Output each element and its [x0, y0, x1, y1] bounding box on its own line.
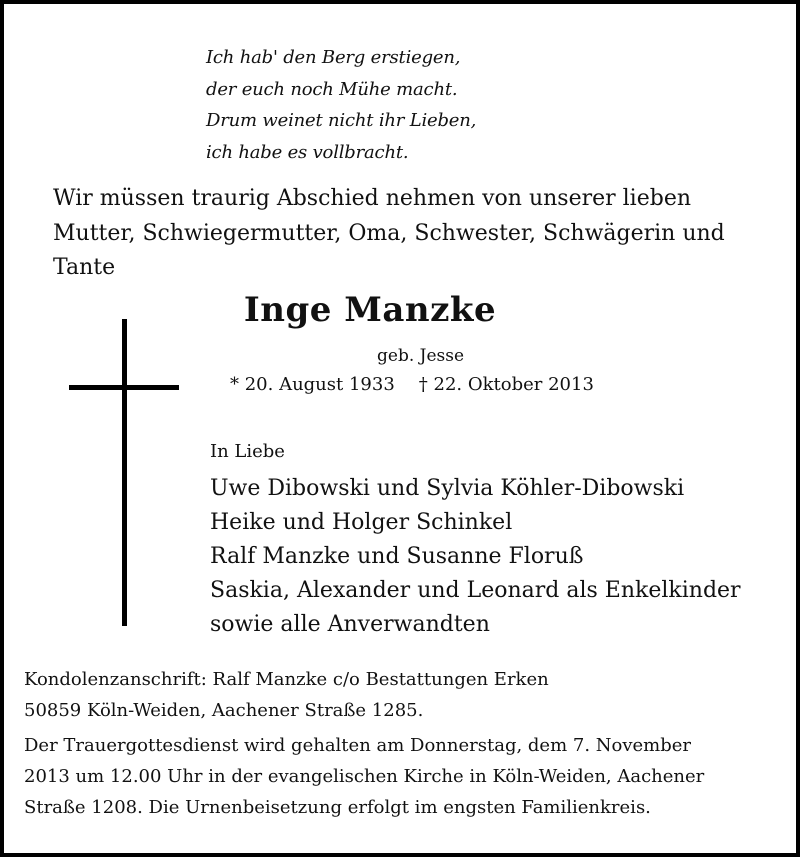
maiden-name: geb. Jesse: [377, 346, 465, 366]
poem-line: ich habe es vollbracht.: [206, 141, 409, 163]
list-item: Saskia, Alexander und Leonard als Enkelkinder: [210, 578, 741, 603]
life-dates: [230, 374, 594, 395]
service-line: Der Trauergottesdienst wird gehalten am Donnerstag, dem 7. November: [24, 735, 692, 756]
intro-line: Mutter, Schwiegermutter, Oma, Schwester, Schwägerin und: [53, 220, 725, 246]
poem-line: der euch noch Mühe macht.: [206, 78, 458, 100]
service-line: 2013 um 12.00 Uhr in der evangelischen Kirche in Köln-Weiden, Aachener: [24, 766, 705, 787]
poem-line: Drum weinet nicht ihr Lieben,: [206, 110, 477, 131]
list-item: sowie alle Anverwandten: [210, 612, 490, 637]
address-line: Kondolenzanschrift: Ralf Manzke c/o Bestattungen Erken: [24, 669, 549, 690]
mourners-heading: In Liebe: [210, 441, 285, 462]
list-item: Ralf Manzke und Susanne Floruß: [210, 544, 584, 569]
cross-horizontal-bar: [69, 385, 179, 390]
service-line: Straße 1208. Die Urnenbeisetzung erfolgt im engsten Familienkreis.: [24, 797, 651, 818]
list-item: Heike und Holger Schinkel: [210, 510, 513, 535]
intro-line: Tante: [53, 255, 116, 280]
death-date: † 22. Oktober 2013: [418, 374, 594, 395]
mourners-list: [210, 472, 741, 642]
service-info: [24, 730, 704, 823]
poem: [206, 42, 476, 168]
deceased-name: Inge Manzke: [243, 290, 497, 330]
address-line: 50859 Köln-Weiden, Aachener Straße 1285.: [24, 700, 424, 721]
birth-date: * 20. August 1933: [230, 374, 395, 395]
deceased-name-row: [0, 290, 800, 330]
list-item: Uwe Dibowski und Sylvia Köhler-Dibowski: [210, 476, 685, 501]
intro-text: [53, 182, 773, 286]
cross-vertical-bar: [122, 319, 127, 626]
condolence-address: [24, 664, 549, 726]
poem-line: Ich hab' den Berg erstiegen,: [206, 47, 461, 68]
intro-line: Wir müssen traurig Abschied nehmen von unserer lieben: [53, 186, 692, 211]
